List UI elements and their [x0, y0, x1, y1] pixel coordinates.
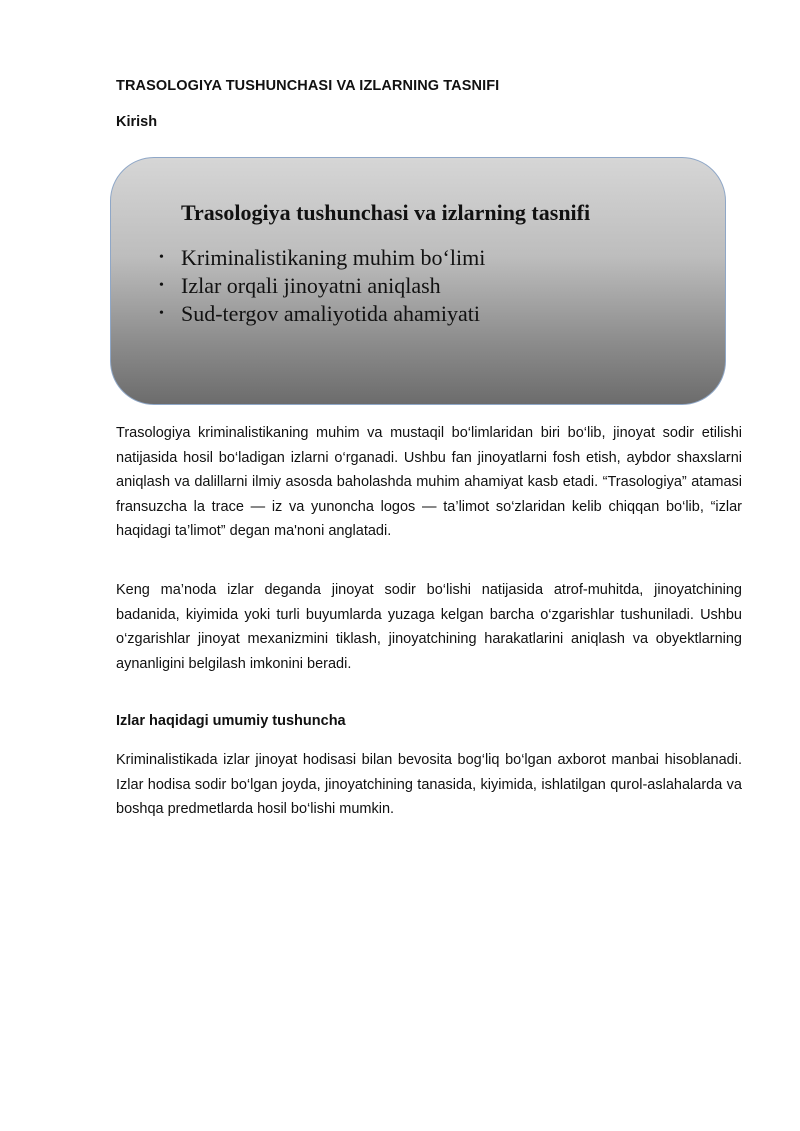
bullet-icon: • — [159, 306, 164, 321]
document-title: TRASOLOGIYA TUSHUNCHASI VA IZLARNING TASNIFI — [116, 78, 500, 94]
slide-bullet-item — [159, 300, 485, 328]
slide-image — [110, 157, 726, 405]
slide-bullet-item — [159, 272, 485, 300]
slide-bullet-item — [159, 244, 486, 272]
bullet-icon: • — [159, 278, 164, 293]
slide-title: Trasologiya tushunchasi va izlarning tasnifi — [181, 200, 591, 225]
slide-bullet-text: Sud-tergov amaliyotida ahamiyati — [181, 301, 480, 326]
paragraph-definition: Keng ma’noda izlar deganda jinoyat sodir bo‘lishi natijasida atrof-muhitda, jinoyatchining badanida, kiyimida yoki turli buyumlarda yuzaga kelgan barcha o‘zgarishlar tushuniladi. Ushbu o‘zgarishlar jinoyat mexanizmini tiklash, jinoyatchining harakatlarini aniqlash va obyektlarning aynanligini belgilash imkonini beradi. — [116, 582, 742, 672]
bullet-icon: • — [159, 250, 164, 265]
paragraph-general: Kriminalistikada izlar jinoyat hodisasi bilan bevosita bog‘liq bo‘lgan axborot manbai hisoblanadi. Izlar hodisa sodir bo‘lgan joyda, jinoyatchining tanasida, kiyimida, ishlatilgan qurol-aslahalarda va boshqa predmetlarda hosil bo‘lishi mumkin. — [116, 752, 742, 818]
slide-bullet-text: Kriminalistikaning muhim bo‘limi — [181, 245, 486, 270]
slide-bullet-list — [159, 244, 486, 328]
section-heading: Izlar haqidagi umumiy tushuncha — [116, 713, 346, 729]
paragraph-intro: Trasologiya kriminalistikaning muhim va mustaqil bo‘limlaridan biri bo‘lib, jinoyat sodir etilishi natijasida hosil bo‘ladigan izlarni o‘rganadi. Ushbu fan jinoyatlarni fosh etish, aybdor shaxslarni aniqlash va dalillarni ilmiy asosda baholashda muhim ahamiyat kasb etadi. “Trasologiya” atamasi fransuzcha la trace — iz va yunoncha logos — ta’limot so‘zlaridan kelib chiqqan bo‘lib, “izlar haqidagi ta’limot” degan ma'noni anglatadi. — [116, 425, 742, 540]
intro-heading: Kirish — [116, 114, 158, 130]
slide-bullet-text: Izlar orqali jinoyatni aniqlash — [181, 273, 441, 298]
